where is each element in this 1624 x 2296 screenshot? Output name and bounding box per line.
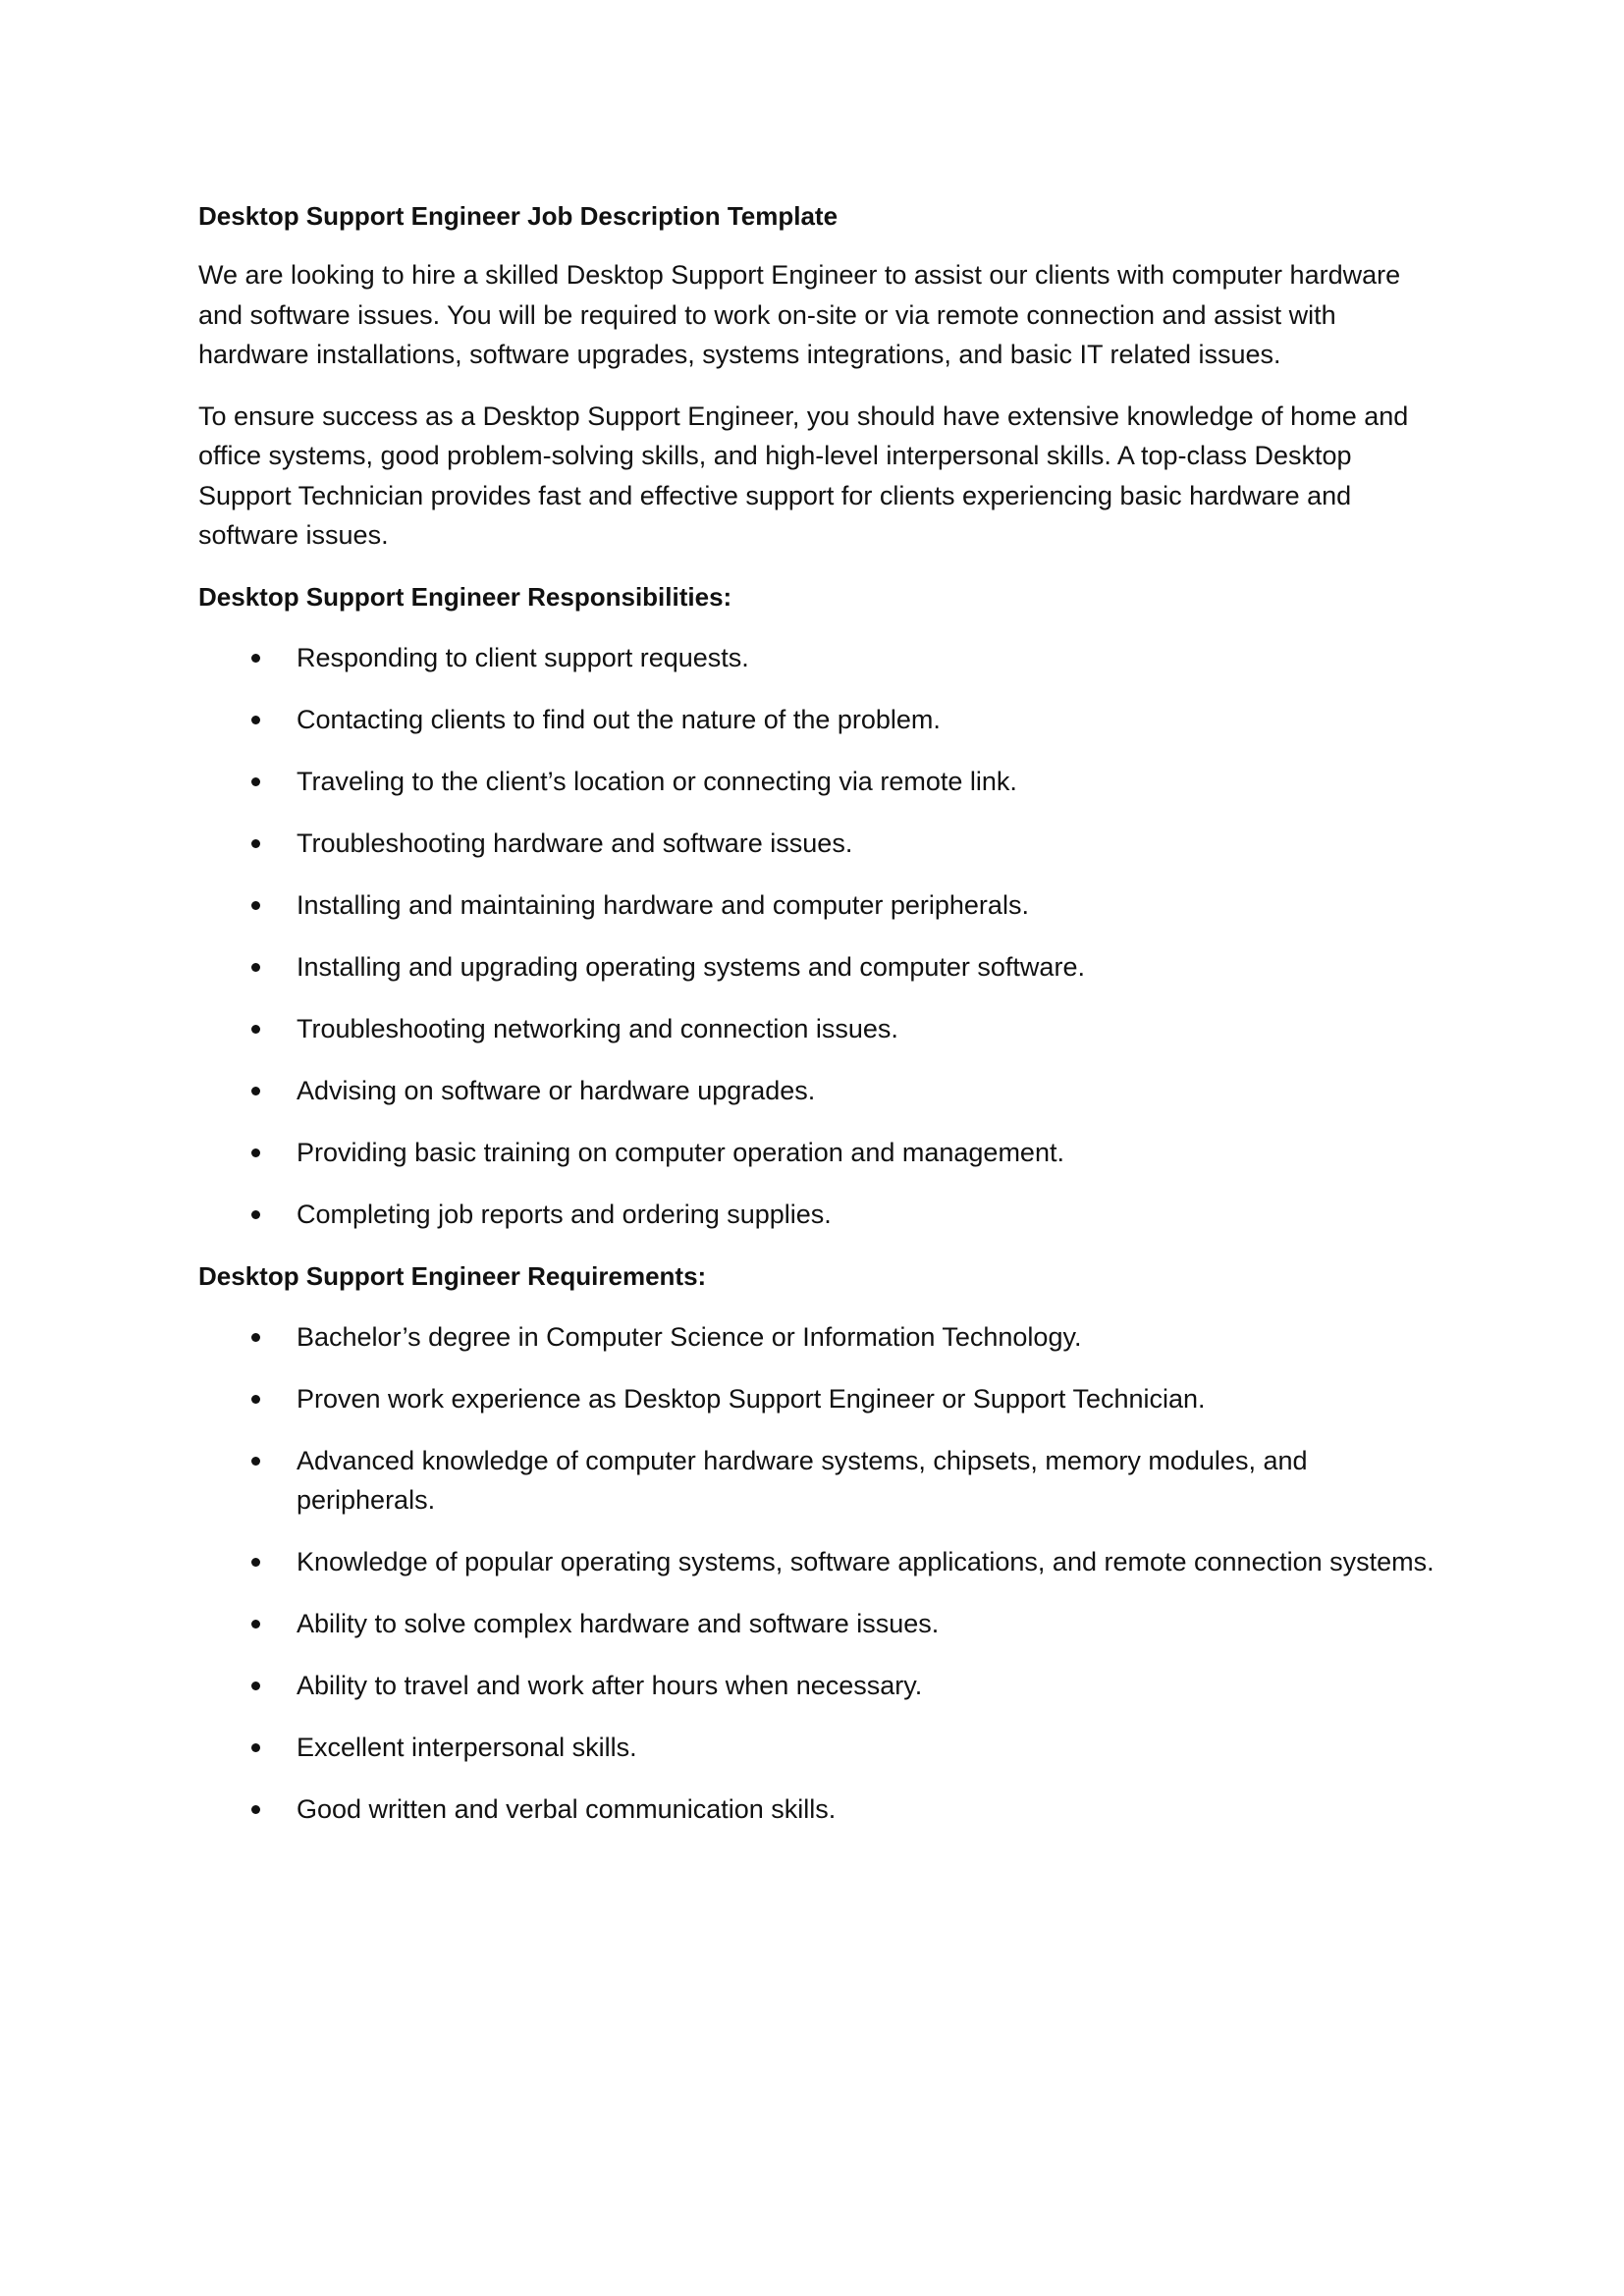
responsibility-text: Installing and upgrading operating systems and computer software. xyxy=(297,951,1085,982)
requirement-text: Proven work experience as Desktop Support Engineer or Support Technician. xyxy=(297,1383,1206,1414)
responsibility-item xyxy=(198,824,1435,864)
requirements-list xyxy=(198,1317,1435,1830)
requirement-item xyxy=(198,1441,1435,1521)
responsibility-item xyxy=(198,1071,1435,1111)
bullet-icon xyxy=(251,839,260,848)
responsibility-item xyxy=(198,947,1435,988)
responsibilities-list xyxy=(198,638,1435,1235)
bullet-icon xyxy=(251,716,260,724)
responsibility-item xyxy=(198,1009,1435,1049)
requirement-item xyxy=(198,1604,1435,1644)
requirement-text: Excellent interpersonal skills. xyxy=(297,1733,637,1762)
responsibility-item xyxy=(198,700,1435,740)
bullet-icon xyxy=(251,1620,260,1629)
responsibility-text: Advising on software or hardware upgrades. xyxy=(297,1075,816,1105)
success-paragraph: To ensure success as a Desktop Support Engineer, you should have extensive knowledge of home and office systems, good problem-solving skills, and high-level interpersonal skills. A top-class Desktop Support Technician provides fast and effective support for clients experiencing basic hardware and software issues. xyxy=(198,400,1409,550)
bullet-icon xyxy=(251,901,260,910)
bullet-icon xyxy=(251,1395,260,1404)
requirement-item xyxy=(198,1789,1435,1830)
requirements-heading: Desktop Support Engineer Requirements: xyxy=(198,1260,707,1291)
responsibility-item xyxy=(198,638,1435,678)
bullet-icon xyxy=(251,654,260,663)
bullet-icon xyxy=(251,1558,260,1567)
responsibility-item xyxy=(198,762,1435,802)
requirement-text: Ability to travel and work after hours when necessary. xyxy=(297,1671,923,1700)
requirement-text: Bachelor’s degree in Computer Science or Information Technology. xyxy=(297,1321,1082,1352)
responsibilities-heading: Desktop Support Engineer Responsibilities: xyxy=(198,581,732,612)
bullet-icon xyxy=(251,1148,260,1157)
requirement-text: Ability to solve complex hardware and software issues. xyxy=(297,1609,940,1638)
responsibility-text: Contacting clients to find out the nature of the problem. xyxy=(297,704,941,734)
responsibility-text: Traveling to the client’s location or connecting via remote link. xyxy=(297,766,1017,796)
intro-paragraph: We are looking to hire a skilled Desktop Support Engineer to assist our clients with computer hardware and software issues. You will be required to work on-site or via remote connection and assist with hardware installations, software upgrades, systems integrations, and basic IT related issues. xyxy=(198,260,1401,369)
responsibility-text: Completing job reports and ordering supplies. xyxy=(297,1199,832,1229)
bullet-icon xyxy=(251,1210,260,1219)
requirement-item xyxy=(198,1317,1435,1358)
responsibility-text: Troubleshooting networking and connection issues. xyxy=(297,1013,898,1043)
responsibility-item xyxy=(198,1133,1435,1173)
bullet-icon xyxy=(251,963,260,972)
bullet-icon xyxy=(251,1682,260,1690)
responsibility-text: Responding to client support requests. xyxy=(297,642,749,672)
bullet-icon xyxy=(251,1743,260,1752)
responsibility-item xyxy=(198,1195,1435,1235)
requirement-item xyxy=(198,1542,1435,1582)
bullet-icon xyxy=(251,1457,260,1466)
document-title: Desktop Support Engineer Job Description Template xyxy=(198,201,839,231)
responsibility-text: Troubleshooting hardware and software issues. xyxy=(297,828,853,858)
requirement-text: Advanced knowledge of computer hardware systems, chipsets, memory modules, and peripherals. xyxy=(297,1445,1308,1515)
bullet-icon xyxy=(251,1025,260,1034)
bullet-icon xyxy=(251,1087,260,1095)
requirement-item xyxy=(198,1666,1435,1706)
bullet-icon xyxy=(251,1333,260,1342)
responsibility-item xyxy=(198,885,1435,926)
requirement-text: Good written and verbal communication skills. xyxy=(297,1794,837,1824)
bullet-icon xyxy=(251,1805,260,1814)
bullet-icon xyxy=(251,777,260,786)
responsibility-text: Installing and maintaining hardware and computer peripherals. xyxy=(297,889,1029,920)
requirement-item xyxy=(198,1379,1435,1419)
responsibility-text: Providing basic training on computer operation and management. xyxy=(297,1137,1064,1167)
requirement-text: Knowledge of popular operating systems, software applications, and remote connection systems. xyxy=(297,1547,1435,1576)
requirement-item xyxy=(198,1728,1435,1768)
document-body xyxy=(198,196,1435,1851)
